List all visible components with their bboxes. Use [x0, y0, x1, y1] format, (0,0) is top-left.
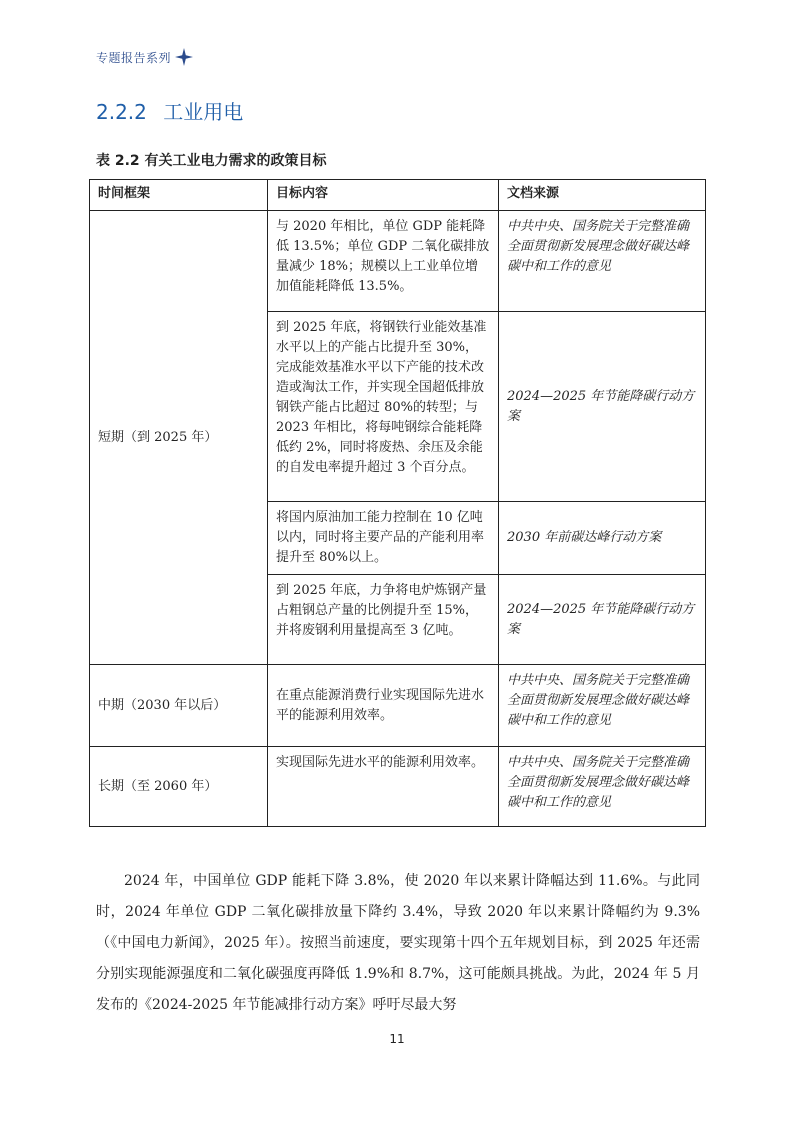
target-cell: 实现国际先进水平的能源利用效率。: [268, 747, 499, 827]
policy-table: [89, 179, 706, 827]
table-caption: 表 2.2 有关工业电力需求的政策目标: [96, 153, 327, 169]
section-number: 2.2.2: [96, 100, 147, 124]
source-cell: 2024—2025 年节能降碳行动方案: [499, 575, 706, 665]
table-row: [90, 665, 706, 747]
table-header-row: [90, 180, 706, 211]
timeframe-cell: 短期（到 2025 年）: [90, 211, 268, 665]
report-series-header: [96, 48, 193, 66]
four-point-star-icon: [175, 48, 193, 66]
timeframe-cell: 长期（至 2060 年）: [90, 747, 268, 827]
header-timeframe: 时间框架: [90, 180, 268, 211]
target-cell: 到 2025 年底，将钢铁行业能效基准水平以上的产能占比提升至 30%，完成能效基准水平以下产能的技术改造或淘汰工作，并实现全国超低排放钢铁产能占比超过 80%的转型；与 2023 年相比，将每吨钢综合能耗降低约 2%，同时将废热、余压及余能的自发电率提升超过 3 个百分点。: [268, 312, 499, 502]
section-heading: [96, 96, 243, 125]
body-paragraph: 2024 年，中国单位 GDP 能耗下降 3.8%，使 2020 年以来累计降幅达到 11.6%。与此同时，2024 年单位 GDP 二氧化碳排放量下降约 3.4%，导致 2020 年以来累计降幅约为 9.3%（《中国电力新闻》，2025 年）。按照当前速度，要实现第十四个五年规划目标，到 2025 年还需分别实现能源强度和二氧化碳强度再降低 1.9%和 8.7%，这可能颇具挑战。为此，2024 年 5 月发布的《2024-2025 年节能减排行动方案》呼吁尽最大努: [96, 873, 700, 1013]
header-target: 目标内容: [268, 180, 499, 211]
header-source: 文档来源: [499, 180, 706, 211]
source-cell: 中共中央、国务院关于完整准确全面贯彻新发展理念做好碳达峰碳中和工作的意见: [499, 211, 706, 312]
target-cell: 与 2020 年相比，单位 GDP 能耗降低 13.5%；单位 GDP 二氧化碳排放量减少 18%；规模以上工业单位增加值能耗降低 13.5%。: [268, 211, 499, 312]
source-cell: 2024—2025 年节能降碳行动方案: [499, 312, 706, 502]
timeframe-cell: 中期（2030 年以后）: [90, 665, 268, 747]
table-row: [90, 211, 706, 312]
target-cell: 在重点能源消费行业实现国际先进水平的能源利用效率。: [268, 665, 499, 747]
source-cell: 2030 年前碳达峰行动方案: [499, 502, 706, 575]
table-row: [90, 747, 706, 827]
source-cell: 中共中央、国务院关于完整准确全面贯彻新发展理念做好碳达峰碳中和工作的意见: [499, 665, 706, 747]
target-cell: 到 2025 年底，力争将电炉炼钢产量占粗钢总产量的比例提升至 15%，并将废钢利用量提高至 3 亿吨。: [268, 575, 499, 665]
series-label: 专题报告系列: [96, 50, 172, 65]
target-cell: 将国内原油加工能力控制在 10 亿吨以内，同时将主要产品的产能利用率提升至 80%以上。: [268, 502, 499, 575]
page-number: 11: [389, 1032, 405, 1046]
source-cell: 中共中央、国务院关于完整准确全面贯彻新发展理念做好碳达峰碳中和工作的意见: [499, 747, 706, 827]
section-title: 工业用电: [163, 100, 244, 124]
